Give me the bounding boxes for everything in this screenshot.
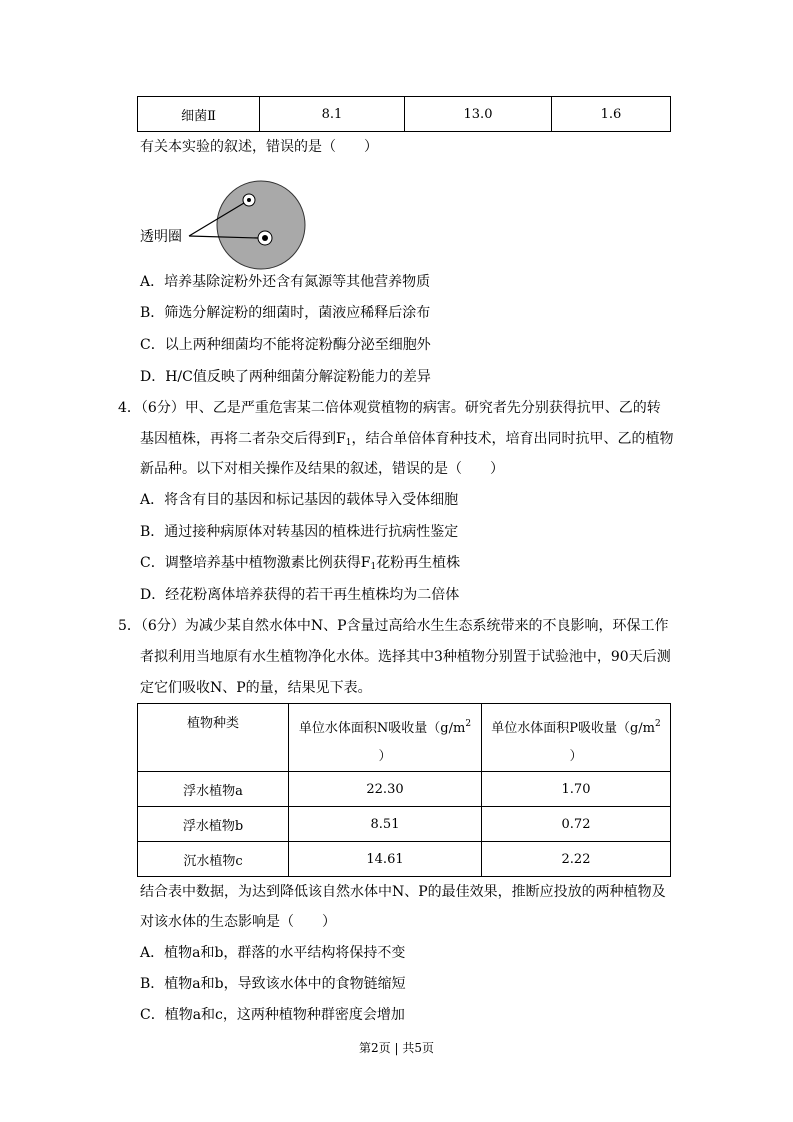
top-table-cell: 8.1	[260, 97, 405, 132]
q3-stem: 有关本实验的叙述，错误的是（ ）	[140, 139, 378, 155]
q4-line-2-sub: 1	[345, 438, 352, 448]
table-row	[138, 807, 671, 842]
species-cell: 浮水植物a	[138, 772, 289, 807]
q3-option-c: C．以上两种细菌均不能将淀粉酶分泌至细胞外	[140, 337, 431, 353]
q5-line-3: 定它们吸收N、P的量，结果见下表。	[140, 680, 372, 696]
colony-1	[247, 198, 251, 202]
q5-line-1: 5．（6分）为减少某自然水体中N、P含量过高给水生生态系统带来的不良影响，环保工作	[118, 618, 669, 634]
n-value-cell: 8.51	[289, 807, 482, 842]
q4-option-a: A．将含有目的基因和标记基因的载体导入受体细胞	[140, 492, 459, 508]
page-footer: 第2页 | 共5页	[359, 1041, 434, 1055]
top-table-cell: 细菌Ⅱ	[138, 97, 260, 132]
colony-2	[262, 235, 268, 241]
petri-dish-figure	[134, 166, 314, 286]
p-value-cell: 1.70	[482, 772, 671, 807]
q4-line-2	[140, 429, 673, 453]
q4-option-c	[140, 553, 460, 577]
q4-line-2-a: 基因植株，再将二者杂交后得到F	[140, 431, 346, 447]
q5-header-p-text: 单位水体面积P吸收量（g/m	[491, 721, 656, 736]
q5-header-species	[138, 704, 289, 772]
p-value-cell: 2.22	[482, 842, 671, 877]
species-cell: 沉水植物c	[138, 842, 289, 877]
q5-header-n-sup: 2	[465, 719, 472, 729]
top-table-cell: 13.0	[405, 97, 552, 132]
n-value-cell: 22.30	[289, 772, 482, 807]
q3-option-a: A．培养基除淀粉外还含有氮源等其他营养物质	[140, 274, 431, 290]
figure-label: 透明圈	[140, 229, 182, 245]
q4-option-c-b: 花粉再生植株	[376, 555, 461, 571]
q4-line-1: 4．（6分）甲、乙是严重危害某二倍体观赏植物的病害。研究者先分别获得抗甲、乙的转	[118, 400, 661, 416]
q5-after-2: 对该水体的生态影响是（ ）	[140, 914, 336, 930]
species-cell: 浮水植物b	[138, 807, 289, 842]
q4-line-2-b: ，结合单倍体育种技术，培育出同时抗甲、乙的植物	[351, 431, 674, 447]
table-row	[138, 772, 671, 807]
q5-line-2: 者拟利用当地原有水生植物净化水体。选择其中3种植物分别置于试验池中，90天后测	[140, 649, 671, 665]
q4-option-d: D．经花粉离体培养获得的若干再生植株均为二倍体	[140, 587, 460, 603]
q5-header-n-text: 单位水体面积N吸收量（g/m	[298, 721, 466, 736]
q5-after-1: 结合表中数据，为达到降低该自然水体中N、P的最佳效果，推断应投放的两种植物及	[140, 884, 666, 900]
p-value-cell: 0.72	[482, 807, 671, 842]
q5-header-n-close: ）	[378, 749, 392, 764]
q3-option-d: D．H/C值反映了两种细菌分解淀粉能力的差异	[140, 369, 431, 385]
q5-header-species-text: 植物种类	[186, 716, 239, 731]
top-table	[137, 96, 671, 132]
q4-option-b: B．通过接种病原体对转基因的植株进行抗病性鉴定	[140, 524, 459, 540]
q3-option-b: B．筛选分解淀粉的细菌时，菌液应稀释后涂布	[140, 305, 431, 321]
q5-header-n	[289, 704, 482, 772]
q5-option-c: C．植物a和c，这两种植物种群密度会增加	[140, 1007, 405, 1023]
petri-dish	[217, 181, 305, 269]
q5-header-p	[482, 704, 671, 772]
q4-option-c-a: C．调整培养基中植物激素比例获得F	[140, 555, 371, 571]
table-row	[138, 842, 671, 877]
q5-option-b: B．植物a和b，导致该水体中的食物链缩短	[140, 976, 406, 992]
q5-header-p-sup: 2	[655, 719, 661, 729]
n-value-cell: 14.61	[289, 842, 482, 877]
q4-option-c-sub: 1	[370, 562, 377, 572]
q5-option-a: A．植物a和b，群落的水平结构将保持不变	[140, 945, 406, 961]
q5-header-p-close: ）	[569, 749, 583, 764]
q4-line-3: 新品种。以下对相关操作及结果的叙述，错误的是（ ）	[140, 461, 504, 477]
top-table-cell: 1.6	[552, 97, 671, 132]
q5-table	[137, 703, 671, 877]
